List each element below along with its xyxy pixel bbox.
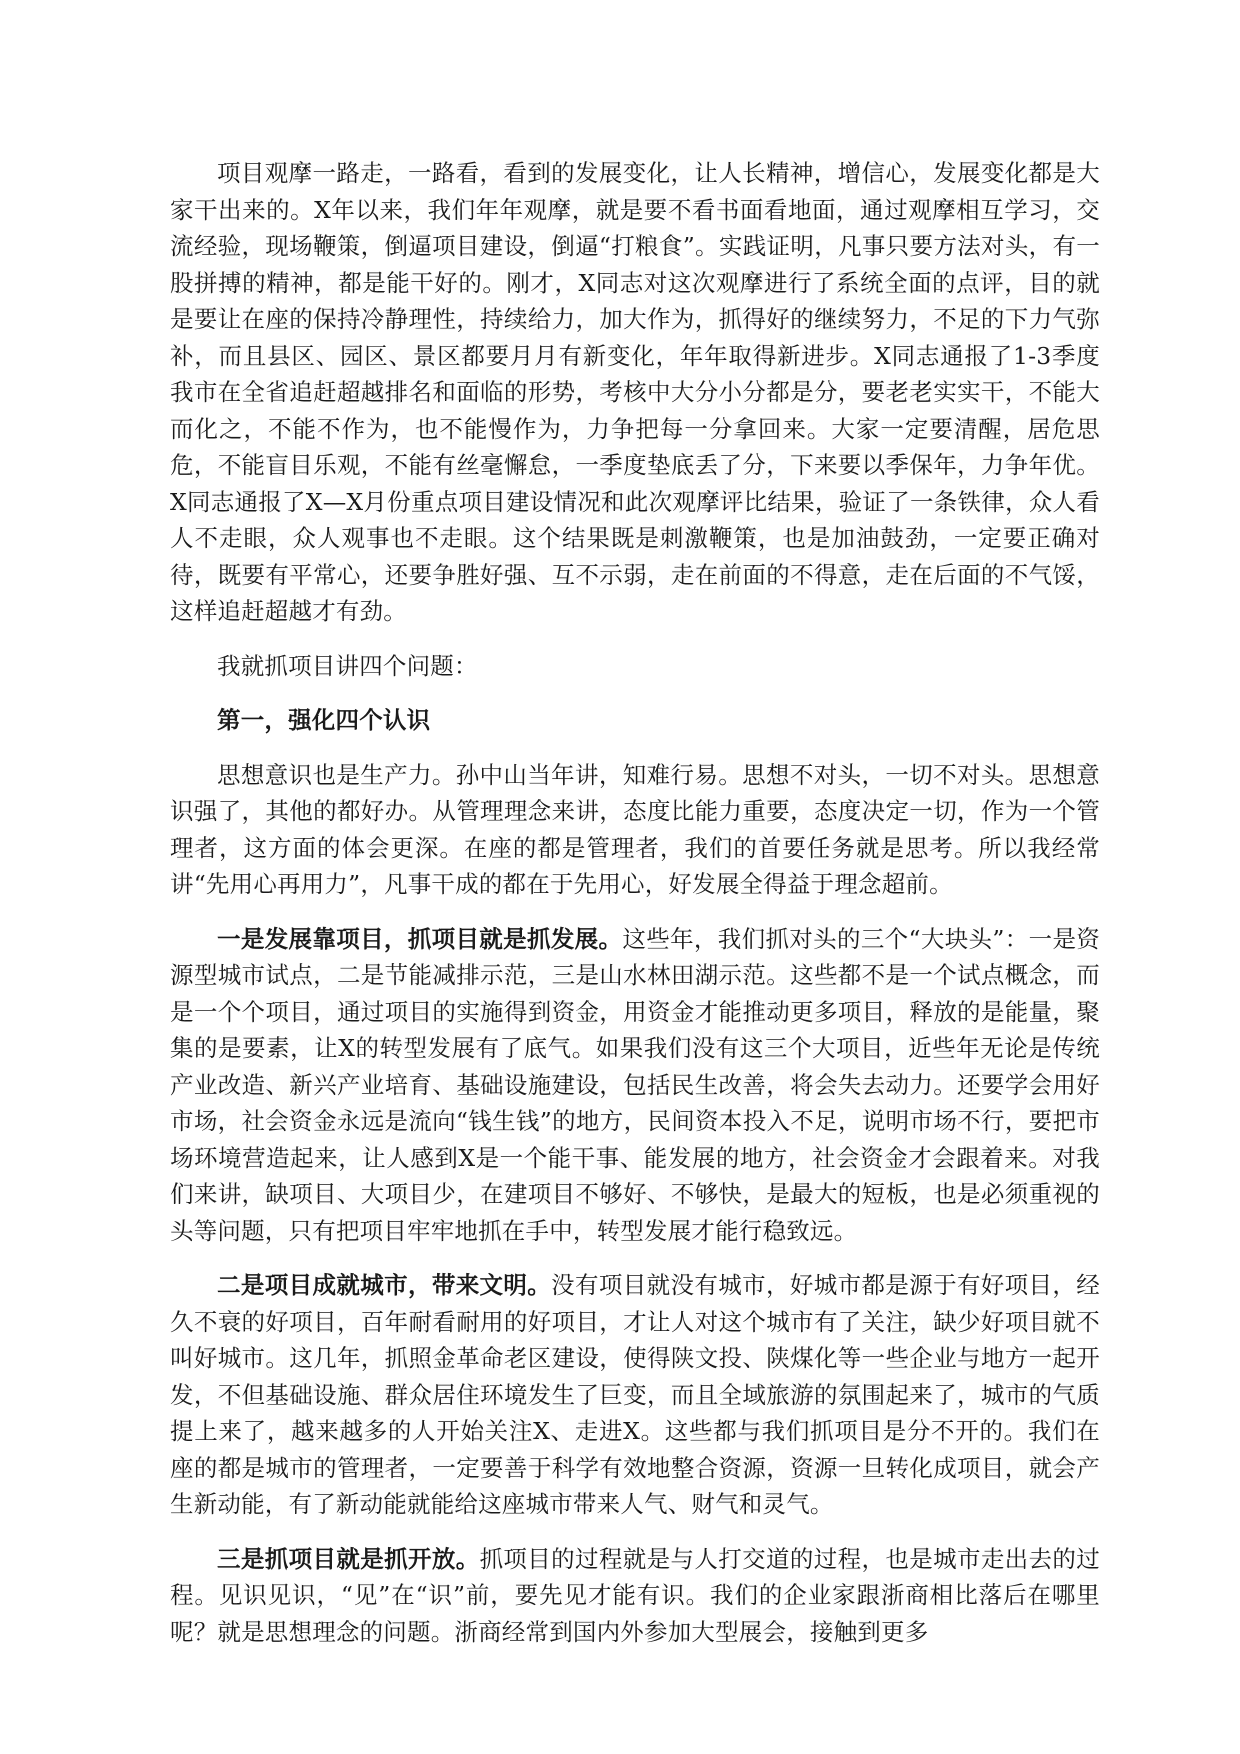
paragraph-intro: 我就抓项目讲四个问题： xyxy=(217,651,478,680)
point-2-body: 没有项目就没有城市，好城市都是源于有好项目，经久不衰的好项目，百年耐看耐用的好项目，才让人对这个城市有了关注，缺少好项目就不叫好城市。这几年，抓照金革命老区建设，使得陕文投、陕煤化等一些企业与地方一起开发，不但基础设施、群众居住环境发生了巨变，而且全域旅游的氛围起来了，城市的气质提上来了，越来越多的人开始关注X、走进X。这些都与我们抓项目是分不开的。我们在座的都是城市的管理者，一定要善于科学有效地整合资源，资源一旦转化成项目，就会产生新动能，有了新动能就能给这座城市带来人气、财气和灵气。 xyxy=(170,1271,1100,1518)
paragraph-point-1 xyxy=(170,921,1100,1250)
paragraph-point-2 xyxy=(170,1267,1100,1523)
paragraph-point-3 xyxy=(170,1541,1100,1651)
point-1-lead: 一是发展靠项目，抓项目就是抓发展。 xyxy=(217,924,623,953)
paragraph-observation: 项目观摩一路走，一路看，看到的发展变化，让人长精神，增信心，发展变化都是大家干出来的。X年以来，我们年年观摩，就是要不看书面看地面，通过观摩相互学习，交流经验，现场鞭策，倒逼项目建设，倒逼“打粮食”。实践证明，凡事只要方法对头，有一股拼搏的精神，都是能干好的。刚才，X同志对这次观摩进行了系统全面的点评，目的就是要让在座的保持冷静理性，持续给力，加大作为，抓得好的继续努力，不足的下力气弥补，而且县区、园区、景区都要月月有新变化，年年取得新进步。X同志通报了1-3季度我市在全省追赶超越排名和面临的形势，考核中大分小分都是分，要老老实实干，不能大而化之，不能不作为，也不能慢作为，力争把每一分拿回来。大家一定要清醒，居危思危，不能盲目乐观，不能有丝毫懈怠，一季度垫底丢了分，下来要以季保年，力争年优。X同志通报了X—X月份重点项目建设情况和此次观摩评比结果，验证了一条铁律，众人看人不走眼，众人观事也不走眼。这个结果既是刺激鞭策，也是加油鼓劲，一定要正确对待，既要有平常心，还要争胜好强、互不示弱，走在前面的不得意，走在后面的不气馁，这样追赶超越才有劲。 xyxy=(170,159,1100,625)
point-3-lead: 三是抓项目就是抓开放。 xyxy=(217,1544,480,1573)
point-1-body: 这些年，我们抓对头的三个“大块头”：一是资源型城市试点，二是节能减排示范，三是山水林田湖示范。这些都不是一个试点概念，而是一个个项目，通过项目的实施得到资金，用资金才能推动更多项目，释放的是能量，聚集的是要素，让X的转型发展有了底气。如果我们没有这三个大项目，近些年无论是传统产业改造、新兴产业培育、基础设施建设，包括民生改善，将会失去动力。还要学会用好市场，社会资金永远是流向“钱生钱”的地方，民间资本投入不足，说明市场不行，要把市场环境营造起来，让人感到X是一个能干事、能发展的地方，社会资金才会跟着来。对我们来讲，缺项目、大项目少，在建项目不够好、不够快，是最大的短板，也是必须重视的头等问题，只有把项目牢牢地抓在手中，转型发展才能行稳致远。 xyxy=(170,924,1100,1245)
paragraph-awareness: 思想意识也是生产力。孙中山当年讲，知难行易。思想不对头，一切不对头。思想意识强了，其他的都好办。从管理理念来讲，态度比能力重要，态度决定一切，作为一个管理者，这方面的体会更深。在座的都是管理者，我们的首要任务就是思考。所以我经常讲“先用心再用力”，凡事干成的都在于先用心，好发展全得益于理念超前。 xyxy=(170,760,1100,898)
point-3-body: 抓项目的过程就是与人打交道的过程，也是城市走出去的过程。见识见识，“见”在“识”前，要先见才能有识。我们的企业家跟浙商相比落后在哪里呢？就是思想理念的问题。浙商经常到国内外参加大型展会，接触到更多 xyxy=(170,1544,1100,1646)
document-page xyxy=(170,155,1100,1650)
section-heading-1: 第一，强化四个认识 xyxy=(217,706,431,734)
point-2-lead: 二是项目成就城市，带来文明。 xyxy=(217,1271,552,1299)
